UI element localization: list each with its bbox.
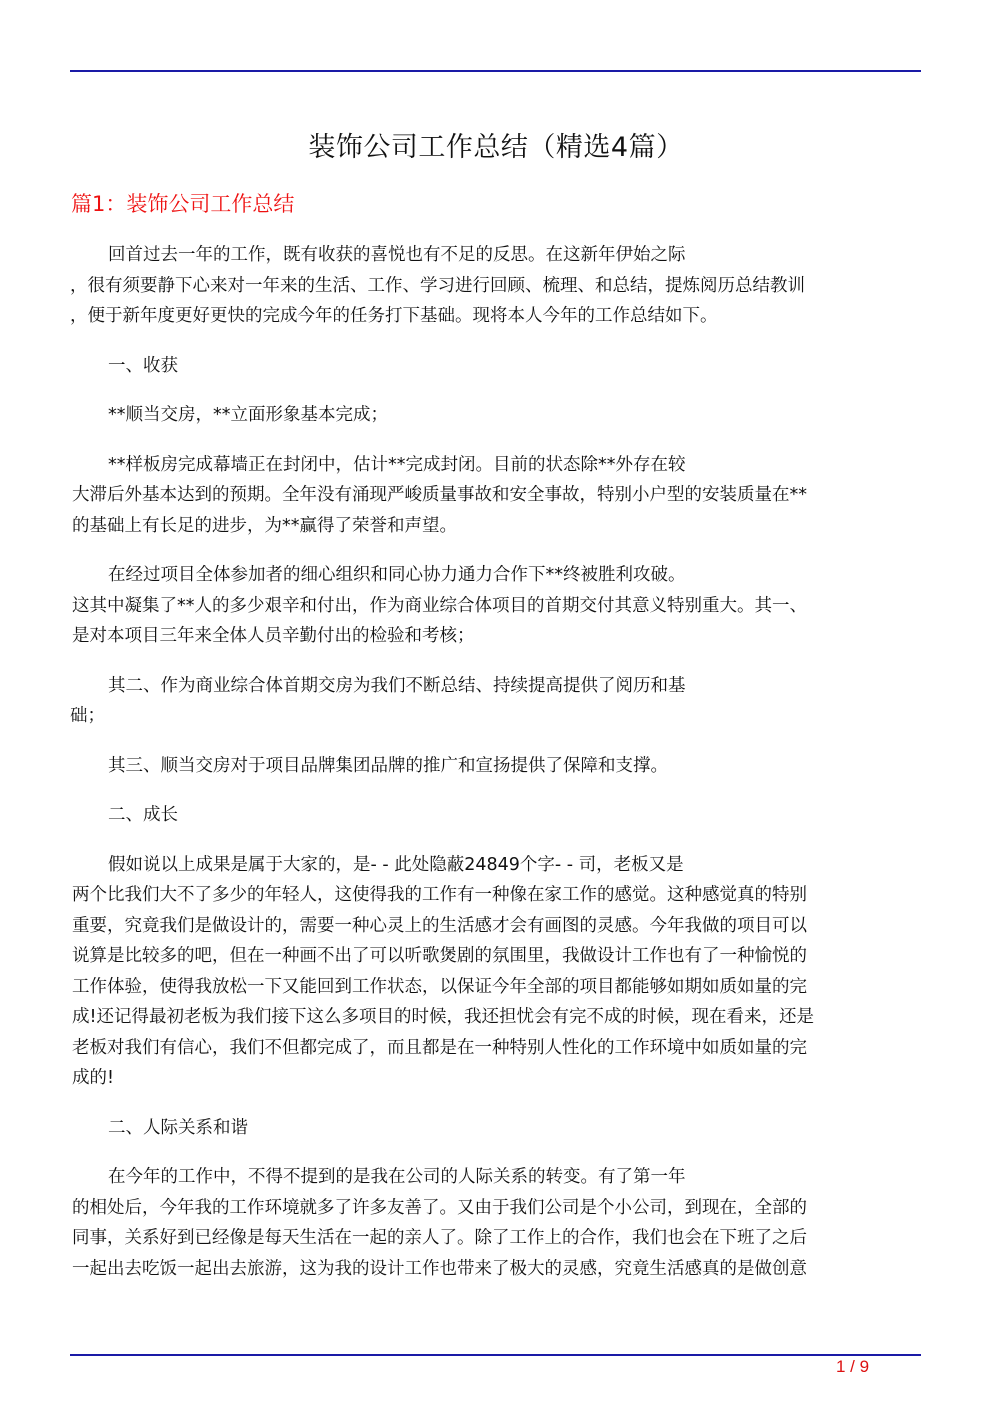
text-line: **顺当交房，**立面形象基本完成； xyxy=(108,405,388,425)
paragraph xyxy=(72,751,922,782)
text-line: 在经过项目全体参加者的细心组织和同心协力通力合作下**终被胜利攻破。 xyxy=(108,565,686,585)
text-line: 工作体验，使得我放松一下又能回到工作状态，以保证今年全部的项目都能够如期如质如量的完 xyxy=(72,976,807,997)
subheading xyxy=(72,1113,922,1144)
text-line: ，便于新年度更好更快的完成今年的任务打下基础。现将本人今年的工作总结如下。 xyxy=(70,306,718,326)
paragraph xyxy=(72,450,922,542)
text-line: 老板对我们有信心，我们不但都完成了，而且都是在一种特别人性化的工作环境中如质如量的完 xyxy=(72,1037,807,1058)
paragraph xyxy=(72,850,922,1094)
text-line: 成!还记得最初老板为我们接下这么多项目的时候，我还担忧会有完不成的时候，现在看来，还是 xyxy=(72,1007,815,1027)
text-line: 这其中凝集了**人的多少艰辛和付出，作为商业综合体项目的首期交付其意义特别重大。其一、 xyxy=(72,595,807,616)
text-line: 在今年的工作中，不得不提到的是我在公司的人际关系的转变。有了第一年 xyxy=(108,1167,686,1187)
text-line: 重要，究竟我们是做设计的，需要一种心灵上的生活感才会有画图的灵感。今年我做的项目可以 xyxy=(72,915,807,936)
text-line: 回首过去一年的工作，既有收获的喜悦也有不足的反思。在这新年伊始之际 xyxy=(108,245,686,265)
footer-rule xyxy=(70,1354,921,1356)
page-indicator: 1 / 9 xyxy=(836,1357,870,1376)
text-line: 说算是比较多的吧，但在一种画不出了可以听歌煲剧的氛围里，我做设计工作也有了一种愉悦的 xyxy=(72,946,807,966)
text-line: ，很有须要静下心来对一年来的生活、工作、学习进行回顾、梳理、和总结，提炼阅历总结教训 xyxy=(70,275,805,296)
paragraph xyxy=(72,560,922,652)
text-line: 其三、顺当交房对于项目品牌集团品牌的推广和宣扬提供了保障和支撑。 xyxy=(108,755,668,776)
document-title: 装饰公司工作总结（精选4篇） xyxy=(308,132,684,163)
text-line: 其二、作为商业综合体首期交房为我们不断总结、持续提高提供了阅历和基 xyxy=(108,675,686,696)
text-line: 一、收获 xyxy=(108,355,178,376)
text-line: 的相处后，今年我的工作环境就多了许多友善了。又由于我们公司是个小公司，到现在，全部的 xyxy=(72,1197,807,1218)
text-line: 的基础上有长足的进步，为**赢得了荣誉和声望。 xyxy=(72,515,457,536)
header-rule xyxy=(70,70,921,72)
text-line: 成的! xyxy=(72,1068,115,1088)
paragraph xyxy=(72,1162,922,1284)
paragraph xyxy=(72,671,922,732)
text-line: 是对本项目三年来全体人员辛勤付出的检验和考核； xyxy=(72,626,475,646)
text-line: 两个比我们大不了多少的年轻人，这使得我的工作有一种像在家工作的感觉。这种感觉真的特别 xyxy=(72,885,807,905)
paragraph xyxy=(72,240,922,332)
text-line: 础； xyxy=(70,706,105,726)
paragraph xyxy=(72,400,922,431)
text-line: 二、人际关系和谐 xyxy=(108,1117,248,1138)
text-line: 假如说以上成果是属于大家的，是- - 此处隐蔽24849个字- - 司，老板又是 xyxy=(108,854,684,875)
section-heading: 篇1：装饰公司工作总结 xyxy=(71,192,295,216)
text-line: 一起出去吃饭一起出去旅游，这为我的设计工作也带来了极大的灵感，究竟生活感真的是做创意 xyxy=(72,1258,807,1279)
text-line: 大滞后外基本达到的预期。全年没有涌现严峻质量事故和安全事故，特别小户型的安装质量在** xyxy=(72,485,807,505)
document-body xyxy=(72,240,922,1303)
subheading xyxy=(72,351,922,382)
text-line: 同事，关系好到已经像是每天生活在一起的亲人了。除了工作上的合作，我们也会在下班了之后 xyxy=(72,1228,807,1248)
text-line: 二、成长 xyxy=(108,805,178,825)
text-line: **样板房完成幕墙正在封闭中，估计**完成封闭。目前的状态除**外存在较 xyxy=(108,454,686,475)
subheading xyxy=(72,800,922,831)
